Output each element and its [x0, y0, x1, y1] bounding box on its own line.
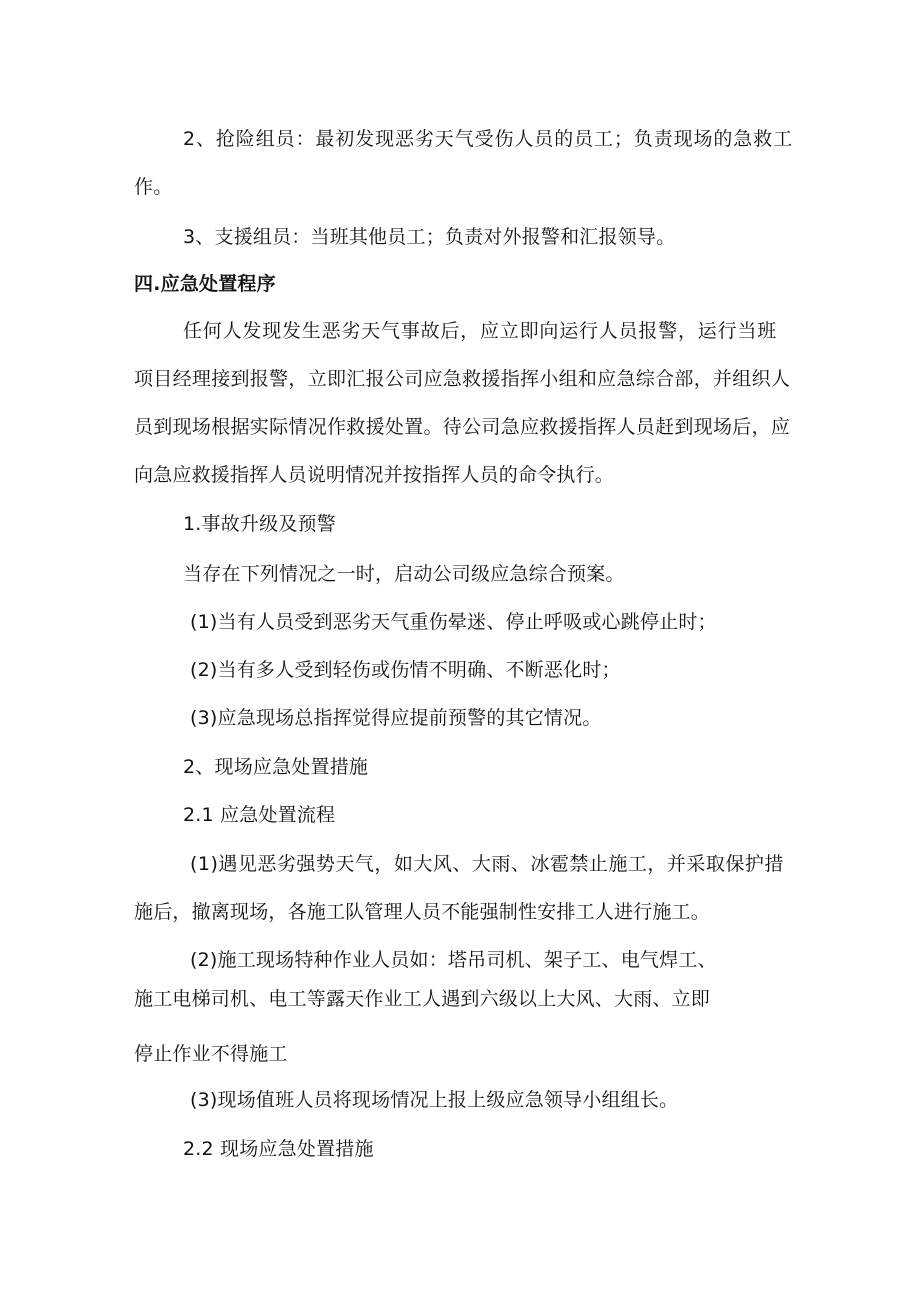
- paragraph-line: 施工电梯司机、电工等露天作业工人遇到六级以上大风、大雨、立即: [134, 988, 711, 1010]
- subsection-heading: 1.事故升级及预警: [183, 513, 336, 535]
- paragraph-line: 任何人发现发生恶劣天气事故后，应立即向运行人员报警，运行当班: [183, 320, 778, 342]
- paragraph-line: 2、抢险组员：最初发现恶劣天气受伤人员的员工；负责现场的急救工: [183, 128, 793, 150]
- paragraph-line: 施后，撤离现场，各施工队管理人员不能强制性安排工人进行施工。: [134, 901, 711, 923]
- paragraph-line: 当存在下列情况之一时，启动公司级应急综合预案。: [183, 563, 625, 585]
- section-heading: 四.应急处置程序: [134, 273, 276, 295]
- subsection-heading: 2.2 现场应急处置措施: [183, 1138, 374, 1160]
- paragraph-line: 3、支援组员：当班其他员工；负责对外报警和汇报领导。: [183, 226, 676, 248]
- paragraph-line: 作。: [134, 176, 173, 198]
- list-item: (3)现场值班人员将现场情况上报上级应急领导小组组长。: [190, 1089, 679, 1111]
- list-item: (2)当有多人受到轻伤或伤情不明确、不断恶化时；: [190, 659, 621, 681]
- paragraph-line: 员到现场根据实际情况作救援处置。待公司急应救援指挥人员赶到现场后，应: [134, 416, 791, 438]
- list-item: (3)应急现场总指挥觉得应提前预警的其它情况。: [190, 707, 602, 729]
- list-item: (1)当有人员受到恶劣天气重伤晕迷、停止呼吸或心跳停止时；: [190, 611, 717, 633]
- paragraph-line: 项目经理接到报警，立即汇报公司应急救援指挥小组和应急综合部，并组织人: [134, 368, 791, 390]
- paragraph-line: 向急应救援指挥人员说明情况并按指挥人员的命令执行。: [134, 464, 615, 486]
- subsection-heading: 2.1 应急处置流程: [183, 804, 336, 826]
- list-item: (2)施工现场特种作业人员如：塔吊司机、架子工、电气焊工、: [190, 949, 717, 971]
- paragraph-line: 停止作业不得施工: [134, 1043, 288, 1065]
- list-item: (1)遇见恶劣强势天气，如大风、大雨、冰雹禁止施工，并采取保护措: [190, 853, 784, 875]
- subsection-heading: 2、现场应急处置措施: [183, 756, 369, 778]
